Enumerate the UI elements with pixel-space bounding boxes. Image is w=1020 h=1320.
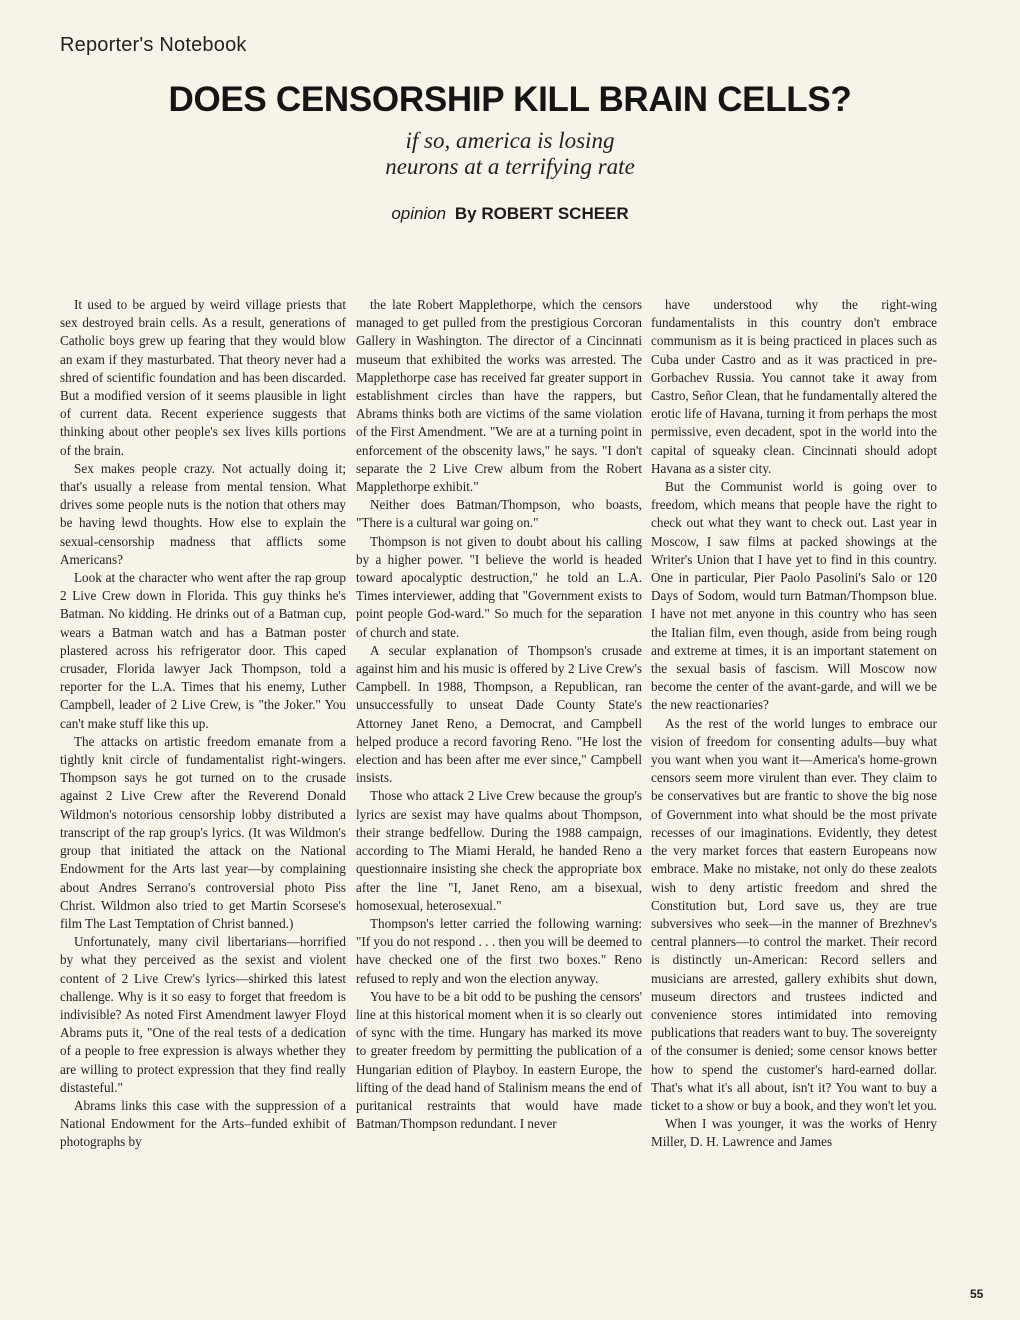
- article-paragraph: When I was younger, it was the works of Henry Miller, D. H. Lawrence and James: [651, 1116, 937, 1150]
- section-label: Reporter's Notebook: [60, 34, 247, 56]
- article-column-2: [356, 296, 642, 1296]
- article-paragraph: A secular explanation of Thompson's crusade against him and his music is offered by 2 Live Crew's Campbell. In 1988, Thompson, a Republican, ran unsuccessfully to unseat Dade County State's Attorney Janet Reno, a Democrat, and Campbell helped produce a record favoring Reno. "He lost the election and has been after me ever since," Campbell insists.: [356, 642, 642, 786]
- article-paragraph: As the rest of the world lunges to embrace our vision of freedom for consenting adults—buy what you want when you want it—America's home-grown censors seem more virulent than ever. They claim to be conservatives but are frantic to shove the big nose of Government into what should be the most private recesses of our imaginations. Evidently, they detest the very market forces that eastern Europeans now embrace. Make no mistake, not only do these zealots wish to deny artistic freedom and shred the Constitution but, Lord save us, they are true subversives who seek—in the manner of Brezhnev's central planners—to control the market. Their record is distinctly un-American: Record sellers and musicians are arrested, gallery exhibits shut down, museum directors and trustees indicted and convenience stores intimidated into removing publications that readers want to buy. The sovereignty of the consumer is denied; some censor knows better how to spend the customer's hard-earned dollar. That's what it's all about, isn't it? You want to buy a ticket to a show or buy a book, and they won't let you.: [651, 715, 937, 1113]
- article-paragraph: The attacks on artistic freedom emanate from a tightly knit circle of fundamentalist right-wingers. Thompson says he got turned on to the crusade against 2 Live Crew after the Reverend Donald Wildmon's notorious censorship lobby distributed a transcript of the rap group's lyrics. (It was Wildmon's group that initiated the attack on the National Endowment for the Arts last year—by complaining about Andres Serrano's controversial photo Piss Christ. Wildmon also tried to get Martin Scorsese's film The Last Temptation of Christ banned.): [60, 733, 346, 931]
- subhead-line-1: if so, america is losing: [405, 128, 615, 153]
- subhead: [300, 128, 720, 180]
- article-paragraph: But the Communist world is going over to freedom, which means that people have the right to check out what they want to check out. Last year in Moscow, I saw films at packed showings at the Writer's Union that I have yet to find in this country. One in particular, Pier Paolo Pasolini's Salo or 120 Days of Sodom, would turn Batman/Thompson blue. I have not met anyone in this country who has seen the Italian film, even though, aside from being rough and extreme at times, it is an important statement on the sexual basis of fascism. Will Moscow now become the center of the avant-garde, and will we be the new reactionaries?: [651, 479, 937, 713]
- article-paragraph: Abrams links this case with the suppression of a National Endowment for the Arts–funded exhibit of photographs by: [60, 1097, 346, 1150]
- article-paragraph: It used to be argued by weird village priests that sex destroyed brain cells. As a result, generations of Catholic boys grew up fearing that they would blow an exam if they masturbated. That theory never had a shred of scientific foundation and has been discarded. But a modified version of it seems plausible in light of current data. Recent experience suggests that thinking about other people's sex lives kills portions of the brain.: [60, 297, 346, 458]
- byline-kind: opinion: [391, 204, 447, 223]
- headline: DOES CENSORSHIP KILL BRAIN CELLS?: [168, 80, 852, 119]
- article-column-1: [60, 296, 346, 1296]
- article-paragraph: the late Robert Mapplethorpe, which the censors managed to get pulled from the prestigious Corcoran Gallery in Washington. The director of a Cincinnati museum that exhibited the works was arrested. The Mapplethorpe case has received far greater support in establishment circles than have the rappers, but Abrams thinks both are victims of the same violation of the First Amendment. "We are at a turning point in enforcement of the obscenity laws," he says. "I don't separate the 2 Live Crew album from the Robert Mapplethorpe exhibit.": [356, 297, 642, 495]
- article-paragraph: Neither does Batman/Thompson, who boasts, "There is a cultural war going on.": [356, 497, 642, 531]
- article-paragraph: Thompson's letter carried the following warning: "If you do not respond . . . then you will be deemed to have checked one of the first two boxes." Reno refused to reply and won the election anyway.: [356, 915, 642, 986]
- article-paragraph: Those who attack 2 Live Crew because the group's lyrics are sexist may have qualms about Thompson, their strange bedfellow. During the 1988 campaign, according to The Miami Herald, he handed Reno a questionnaire insisting she check the appropriate box after the line "I, Janet Reno, am a bisexual, homosexual, heterosexual.": [356, 788, 642, 913]
- byline: [0, 204, 1020, 224]
- page-number: 55: [970, 1287, 984, 1301]
- byline-author: By ROBERT SCHEER: [454, 204, 629, 223]
- article-column-3: [651, 296, 937, 1296]
- article-paragraph: Look at the character who went after the rap group 2 Live Crew down in Florida. This guy thinks he's Batman. No kidding. He drinks out of a Batman cup, wears a Batman watch and has a Batman poster plastered across his refrigerator door. This caped crusader, Florida lawyer Jack Thompson, told a reporter for the L.A. Times that his enemy, Luther Campbell, leader of 2 Live Crew, is "the Joker." You can't make stuff like this up.: [60, 570, 346, 731]
- article-paragraph: have understood why the right-wing fundamentalists in this country don't embrace communism as it is being practiced in places such as Cuba under Castro and as it was practiced in pre-Gorbachev Russia. You cannot take it away from Castro, Señor Clean, that he fundamentally altered the erotic life of Havana, turning it from perhaps the most permissive, even decadent, spot in the world into the capital of squeaky clean. Cincinnati should adopt Havana as a sister city.: [651, 297, 937, 476]
- article-paragraph: Unfortunately, many civil libertarians—horrified by what they perceived as the sexist and violent content of 2 Live Crew's lyrics—shirked this latest challenge. Why is it so easy to forget that freedom is indivisible? As noted First Amendment lawyer Floyd Abrams puts it, "One of the real tests of a dedication of a people to free expression is always whether they are willing to protect expression that they find really distasteful.": [60, 934, 346, 1095]
- article-paragraph: You have to be a bit odd to be pushing the censors' line at this historical moment when it is so clearly out of sync with the time. Hungary has marked its move to greater freedom by permitting the publication of a Hungarian edition of Playboy. In eastern Europe, the lifting of the dead hand of Stalinism means the end of puritanical restraints that would have made Batman/Thompson redundant. I never: [356, 988, 642, 1132]
- subhead-line-2: neurons at a terrifying rate: [385, 154, 635, 179]
- article-paragraph: Thompson is not given to doubt about his calling by a higher power. "I believe the world is headed toward apocalyptic destruction," he told an L.A. Times interviewer, adding that "Government exists to point people God-ward." So much for the separation of church and state.: [356, 533, 642, 640]
- article-paragraph: Sex makes people crazy. Not actually doing it; that's usually a release from mental tension. What drives some people nuts is the notion that others may be having lewd thoughts. How else to explain the sexual-censorship madness that afflicts some Americans?: [60, 460, 346, 567]
